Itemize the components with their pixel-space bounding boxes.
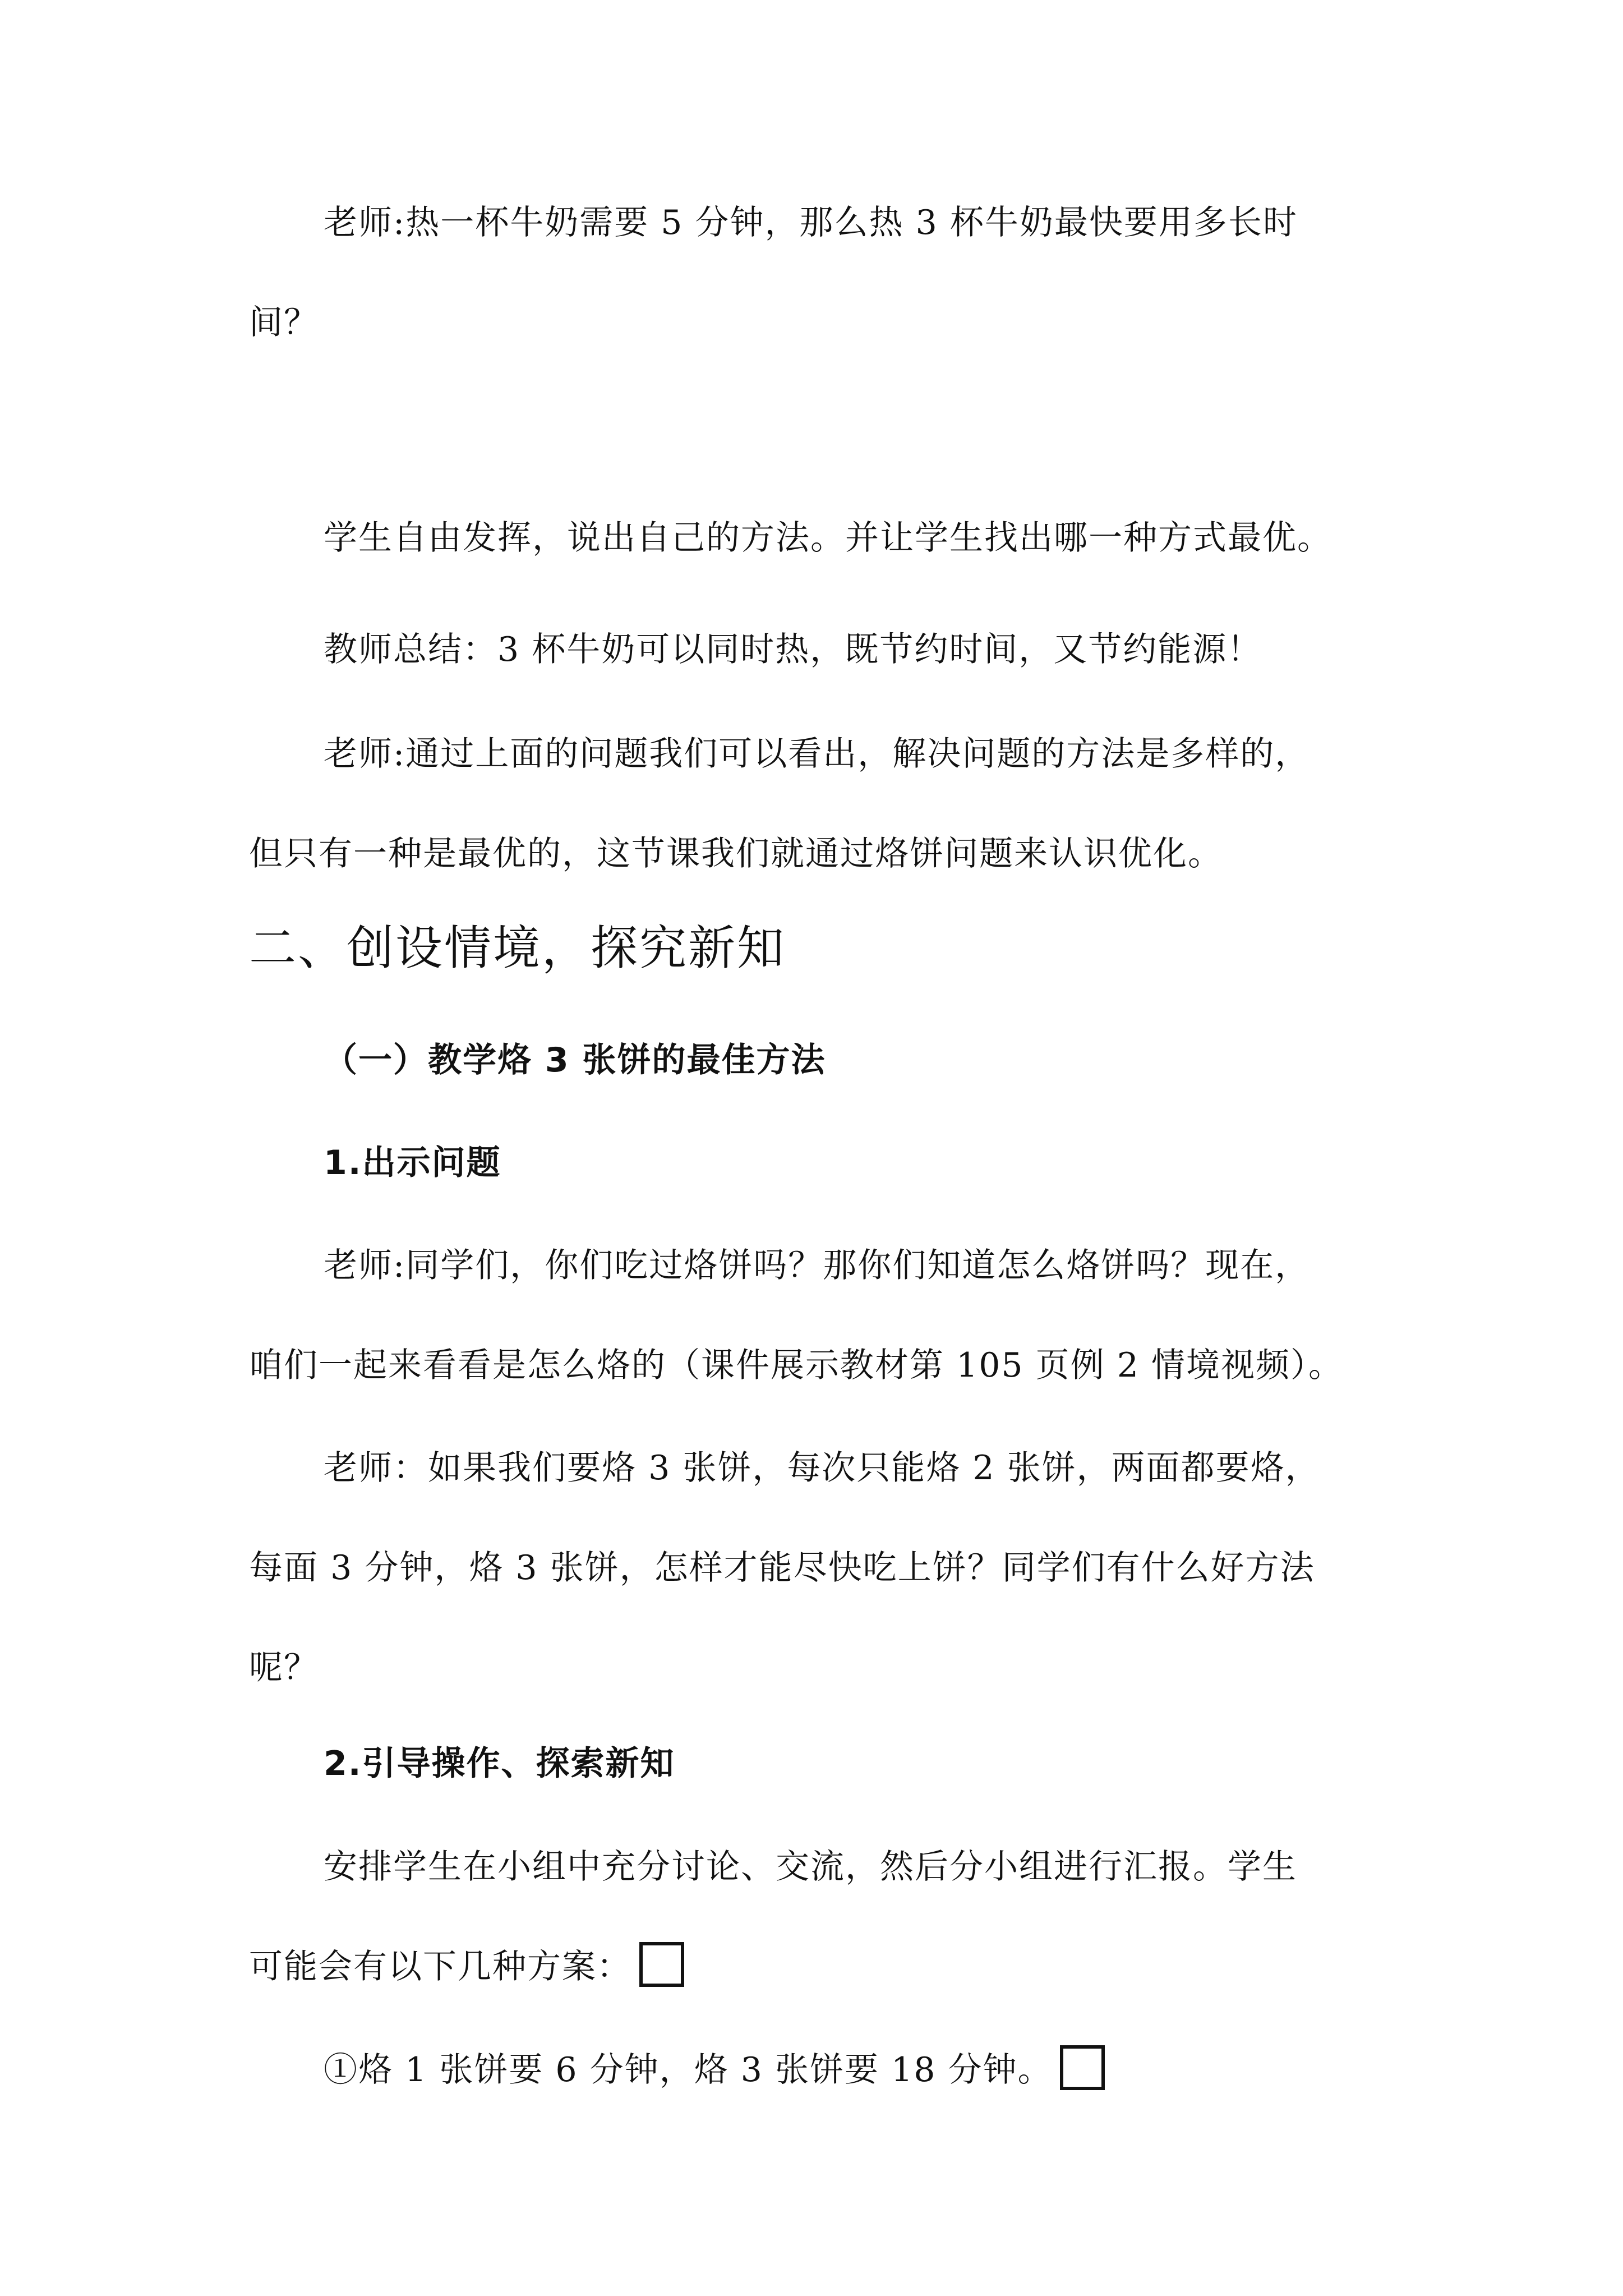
paragraph-text: 可能会有以下几种方案：	[249, 1947, 631, 1986]
paragraph-line-with-box	[324, 2047, 1105, 2095]
paragraph-line: 咱们一起来看看是怎么烙的（课件展示教材第 105 页例 2 情境视频）。	[249, 1346, 1343, 1385]
paragraph-line: 每面 3 分钟，烙 3 张饼，怎样才能尽快吃上饼？同学们有什么好方法	[249, 1548, 1315, 1588]
step-heading: 1.出示问题	[324, 1143, 501, 1182]
paragraph-line: 学生自由发挥，说出自己的方法。并让学生找出哪一种方式最优。	[324, 518, 1332, 558]
step-heading: 2.引导操作、探索新知	[324, 1744, 675, 1783]
paragraph-line: 但只有一种是最优的，这节课我们就通过烙饼问题来认识优化。	[249, 834, 1223, 873]
subsection-heading: （一）教学烙 3 张饼的最佳方法	[324, 1041, 826, 1080]
paragraph-line: 呢？	[249, 1648, 319, 1687]
paragraph-line: 教师总结：3 杯牛奶可以同时热，既节约时间，又节约能源！	[324, 630, 1262, 669]
paragraph-line: 老师:同学们，你们吃过烙饼吗？那你们知道怎么烙饼吗？现在，	[324, 1246, 1310, 1285]
blank-box	[1060, 2045, 1105, 2090]
paragraph-line: 安排学生在小组中充分讨论、交流，然后分小组进行汇报。学生	[324, 1847, 1297, 1887]
paragraph-line: 老师：如果我们要烙 3 张饼，每次只能烙 2 张饼，两面都要烙，	[324, 1448, 1320, 1488]
section-heading: 二、创设情境，探究新知	[249, 921, 786, 976]
paragraph-line: 间？	[249, 303, 319, 342]
paragraph-line-with-box	[249, 1944, 684, 1991]
paragraph-text: ①烙 1 张饼要 6 分钟，烙 3 张饼要 18 分钟。	[324, 2050, 1053, 2090]
paragraph-line: 老师:热一杯牛奶需要 5 分钟，那么热 3 杯牛奶最快要用多长时	[324, 203, 1298, 242]
paragraph-line: 老师:通过上面的问题我们可以看出，解决问题的方法是多样的，	[324, 734, 1310, 774]
blank-box	[639, 1942, 684, 1987]
